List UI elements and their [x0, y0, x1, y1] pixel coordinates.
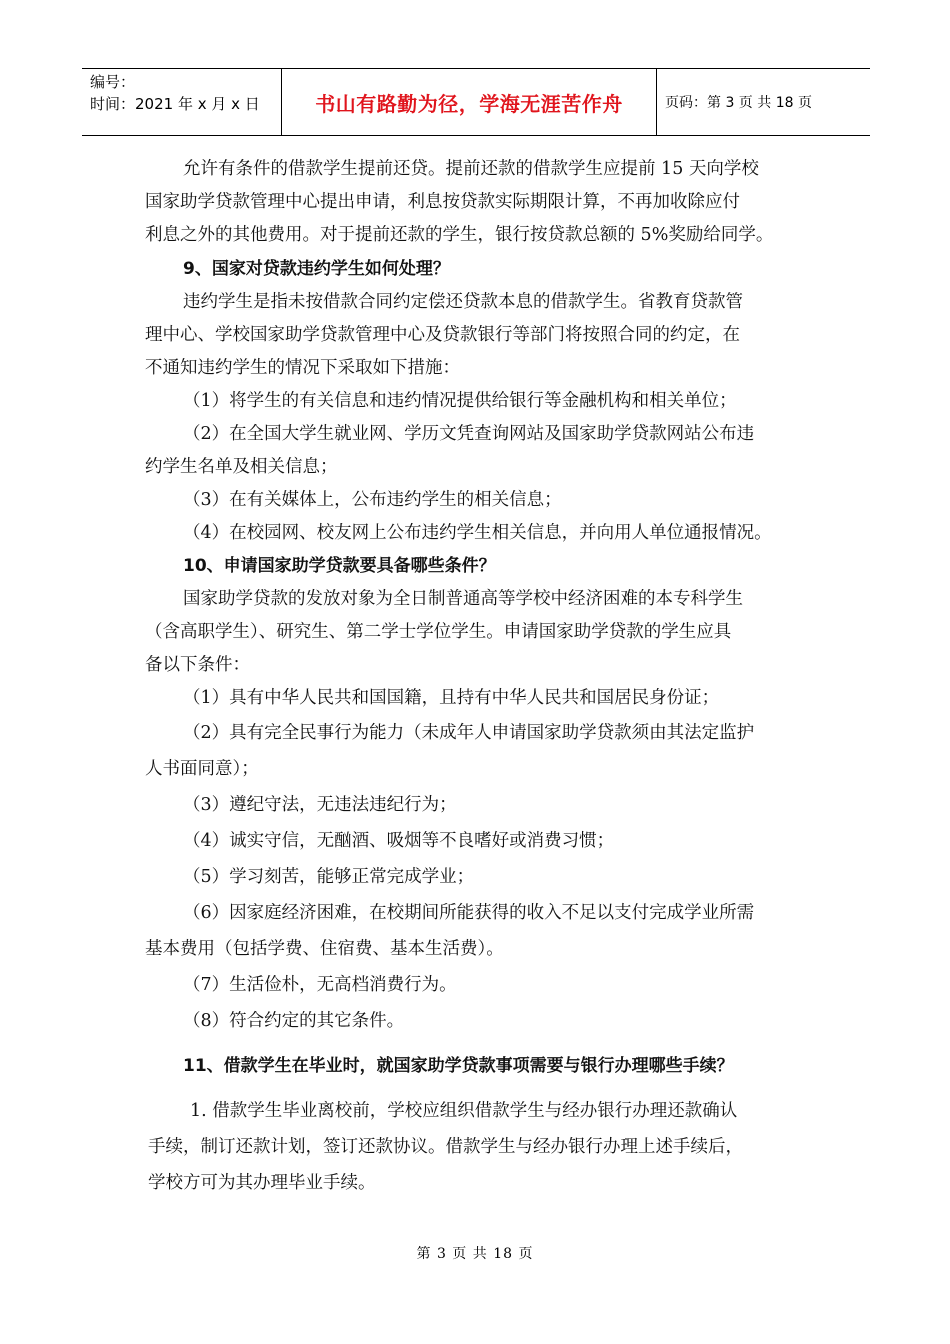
body-line: 手续，制订还款计划，签订还款协议。借款学生与经办银行办理上述手续后， — [148, 1137, 743, 1157]
section-heading-11: 11、借款学生在毕业时，就国家助学贷款事项需要与银行办理哪些手续？ — [183, 1056, 734, 1076]
list-item: （1）具有中华人民共和国国籍，且持有中华人民共和国居民身份证； — [183, 688, 720, 708]
body-line: 国家助学贷款管理中心提出申请，利息按贷款实际期限计算，不再加收除应付 — [145, 192, 740, 212]
section-heading-9: 9、国家对贷款违约学生如何处理？ — [183, 259, 450, 279]
time-label: 时间：2021 年 x 月 x 日 — [90, 95, 260, 113]
list-item: （8）符合约定的其它条件。 — [183, 1011, 405, 1031]
list-item: （3）遵纪守法，无违法违纪行为； — [183, 795, 457, 815]
list-item: （3）在有关媒体上，公布违约学生的相关信息； — [183, 490, 562, 510]
body-line: 学校方可为其办理毕业手续。 — [148, 1173, 376, 1193]
body-line: 1. 借款学生毕业离校前，学校应组织借款学生与经办银行办理还款确认 — [190, 1101, 738, 1121]
list-item: （1）将学生的有关信息和违约情况提供给银行等金融机构和相关单位； — [183, 391, 737, 411]
list-item: （5）学习刻苦，能够正常完成学业； — [183, 867, 475, 887]
body-line: 利息之外的其他费用。对于提前还款的学生，银行按贷款总额的 5%奖励给同学。 — [145, 225, 774, 245]
document-header — [82, 68, 870, 136]
body-line: （含高职学生）、研究生、第二学士学位学生。申请国家助学贷款的学生应具 — [145, 622, 732, 642]
header-meta — [82, 69, 282, 135]
list-item-continuation: 人书面同意）； — [145, 759, 259, 779]
list-item-continuation: 约学生名单及相关信息； — [145, 457, 338, 477]
list-item: （2）具有完全民事行为能力（未成年人申请国家助学贷款须由其法定监护 — [183, 723, 755, 743]
number-label: 编号： — [90, 73, 136, 91]
body-line: 备以下条件： — [145, 655, 250, 675]
section-heading-10: 10、申请国家助学贷款要具备哪些条件？ — [183, 556, 496, 576]
body-line: 理中心、学校国家助学贷款管理中心及贷款银行等部门将按照合同的约定，在 — [145, 325, 740, 345]
page-footer: 第 3 页 共 18 页 — [416, 1246, 534, 1262]
body-line: 国家助学贷款的发放对象为全日制普通高等学校中经济困难的本专科学生 — [183, 589, 743, 609]
list-item: （4）在校园网、校友网上公布违约学生相关信息，并向用人单位通报情况。 — [183, 523, 772, 543]
body-line: 违约学生是指未按借款合同约定偿还贷款本息的借款学生。省教育贷款管 — [183, 292, 743, 312]
list-item: （6）因家庭经济困难，在校期间所能获得的收入不足以支付完成学业所需 — [183, 903, 755, 923]
header-page-info: 页码：第 3 页 共 18 页 — [665, 95, 812, 111]
header-motto: 书山有路勤为径，学海无涯苦作舟 — [282, 69, 657, 135]
body-line: 允许有条件的借款学生提前还贷。提前还款的借款学生应提前 15 天向学校 — [183, 159, 759, 179]
list-item-continuation: 基本费用（包括学费、住宿费、基本生活费）。 — [145, 939, 504, 959]
list-item: （7）生活俭朴，无高档消费行为。 — [183, 975, 457, 995]
body-line: 不通知违约学生的情况下采取如下措施： — [145, 358, 460, 378]
list-item: （2）在全国大学生就业网、学历文凭查询网站及国家助学贷款网站公布违 — [183, 424, 755, 444]
list-item: （4）诚实守信，无酗酒、吸烟等不良嗜好或消费习惯； — [183, 831, 615, 851]
